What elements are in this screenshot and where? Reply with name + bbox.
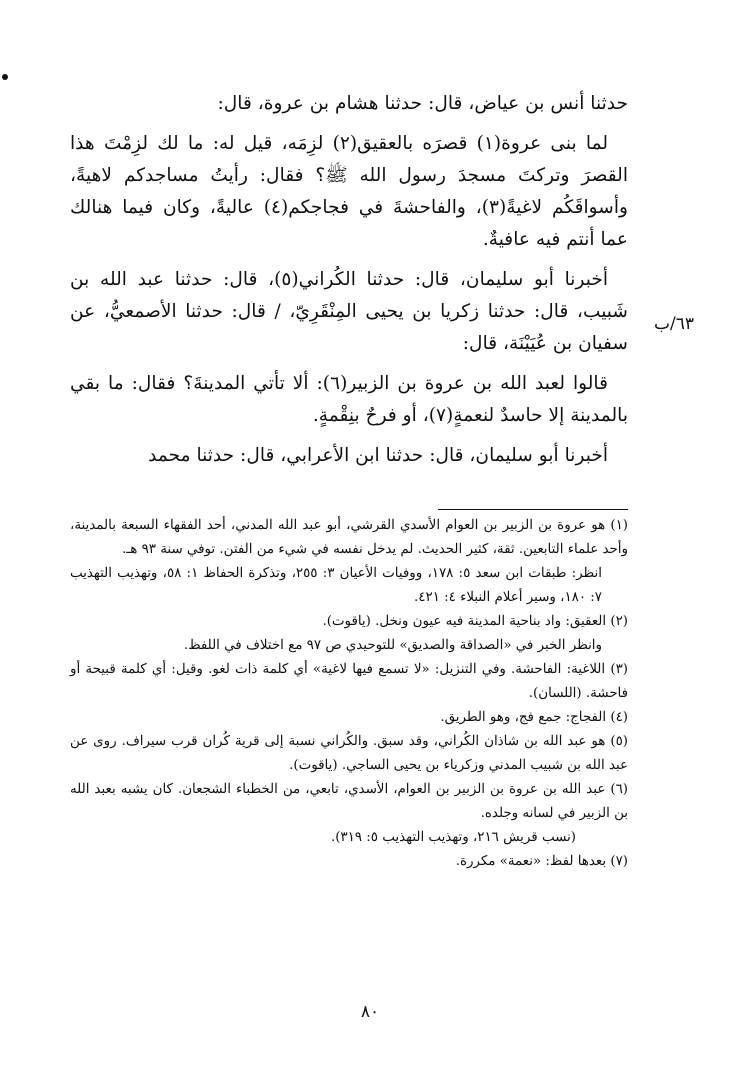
paragraph-1: حدثنا أنس بن عياض، قال: حدثنا هشام بن عروة، قال: [217, 93, 628, 114]
margin-dot-mark [2, 74, 8, 80]
footnote-6-sources: (نسب قريش ٢١٦، وتهذيب التهذيب ٥: ٣١٩). [330, 830, 576, 845]
footnote-2: (٢) العقيق: واد بناحية المدينة فيه عيون ونخل. (ياقوت). [322, 614, 628, 629]
footnote-divider [438, 509, 628, 510]
footnote-4: (٤) الفجاج: جمع فج، وهو الطريق. [440, 710, 628, 725]
paragraph-4: قالوا لعبد الله بن عروة بن الزبير(٦): ألا تأتي المدينةَ؟ فقال: ما بقي بالمدينة إلا حاسدٌ لنعمةٍ(٧)، أو فرحٌ بنِقْمةٍ. [70, 373, 628, 426]
paragraph-3: أخبرنا أبو سليمان، قال: حدثنا الكُراني(٥)، قال: حدثنا عبد الله بن شَبيب، قال: حدثنا زكريا بن يحيى المِنْقَرِيّ، / قال: حدثنا الأصمعيُّ، عن سفيان بن عُيَيْنَة، قال: [70, 269, 628, 354]
footnote-3: (٣) اللاغية: الفاحشة. وفي التنزيل: «لا تسمع فيها لاغية» أي كلمة ذات لغو. وقيل: أي كلمة قبيحة أو فاحشة. (اللسان). [70, 662, 628, 701]
main-text [70, 88, 628, 472]
manuscript-folio-note: ٦٣/ب [654, 314, 694, 334]
footnote-7: (٧) بعدها لفظ: «نعمة» مكررة. [455, 854, 628, 869]
footnotes [70, 514, 628, 874]
paragraph-5: أخبرنا أبو سليمان، قال: حدثنا ابن الأعرابي، قال: حدثنا محمد [148, 445, 608, 466]
footnote-2-reference: وانظر الخبر في «الصداقة والصديق» للتوحيدي ص ٩٧ مع اختلاف في اللفظ. [183, 638, 602, 653]
page-number: ٨٠ [360, 1002, 380, 1022]
footnote-5: (٥) هو عبد الله بن شاذان الكُراني، وقد سبق. والكُراني نسبة إلى قرية كُران قرب سيراف. روى عن عبد الله بن شبيب المدني وزكرياء بن يحيى الساجي. (ياقوت). [70, 734, 628, 773]
paragraph-2: لما بنى عروة(١) قصرَه بالعقيق(٢) لزِمَه، قيل له: ما لك لزِمْتَ هذا القصرَ وتركتَ مسجدَ رسول الله ﷺ؟ فقال: رأيتُ مساجدكم لاهيةً، وأسواقَكُم لاغيةً(٣)، والفاحشةَ في فجاجكم(٤) عاليةً، وكان فيما هنالك عما أنتم فيه عافيةٌ. [70, 133, 628, 250]
footnote-1-sources: انظر: طبقات ابن سعد ٥: ١٧٨، ووفيات الأعيان ٣: ٢٥٥، وتذكرة الحفاظ ١: ٥٨، وتهذيب التهذيب ٧: ١٨٠، وسير أعلام النبلاء ٤: ٤٢١. [70, 566, 602, 605]
footnote-1: (١) هو عروة بن الزبير بن العوام الأسدي القرشي، أبو عبد الله المدني، أحد الفقهاء السبعة بالمدينة، وأحد علماء التابعين. ثقة، كثير الحديث. لم يدخل نفسه في شيء من الفتن. توفي سنة ٩٣ هـ. [70, 518, 628, 557]
footnote-6: (٦) عبد الله بن عروة بن الزبير بن العوام، الأسدي، تابعي، من الخطباء الشجعان. كان يشبه بعبد الله بن الزبير في لسانه وجلده. [70, 782, 629, 821]
